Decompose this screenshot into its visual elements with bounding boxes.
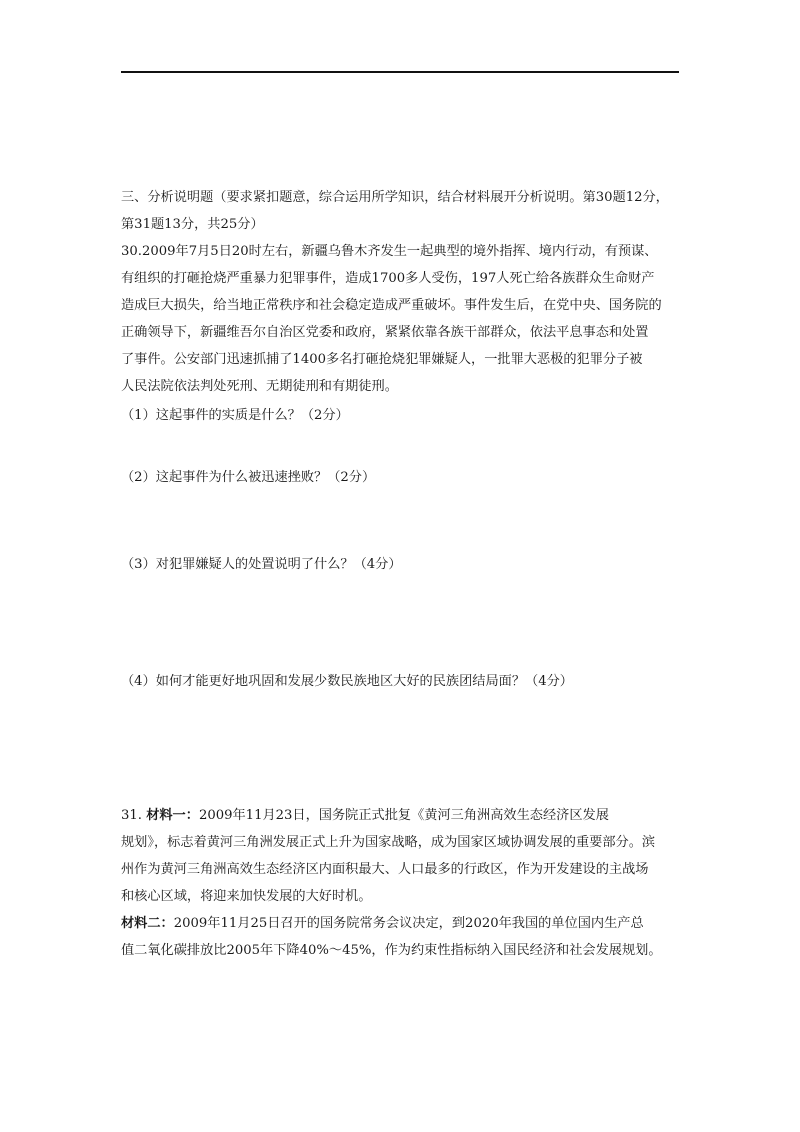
q31-material-1-line-4: 和核心区域，将迎来加快发展的大好时机。: [121, 889, 372, 904]
section-heading-line-1: 三、分析说明题（要求紧扣题意，综合运用所学知识，结合材料展开分析说明。第30题12分，: [121, 190, 669, 205]
q30-line-2: 有组织的打砸抢烧严重暴力犯罪事件，造成1700多人受伤，197人死亡给各族群众生命财产: [121, 271, 655, 286]
q30-line-1: 30.2009年7月5日20时左右，新疆乌鲁木齐发生一起典型的境外指挥、境内行动，有预谋、: [121, 244, 658, 259]
section-heading-line-2: 第31题13分，共25分）: [121, 217, 264, 232]
q30-line-4: 正确领导下，新疆维吾尔自治区党委和政府，紧紧依靠各族干部群众，依法平息事态和处置: [121, 325, 649, 340]
question-30-passage: [121, 238, 681, 400]
q30-sub-question-2: （2）这起事件为什么被迅速挫败？（2分）: [121, 470, 376, 485]
q31-material-1-line-3: 州作为黄河三角洲高效生态经济区内面积最大、人口最多的行政区，作为开发建设的主战场: [121, 862, 649, 877]
q31-material-1-line-1: [121, 802, 681, 829]
q31-material-2-line-2: 值二氧化碳排放比2005年下降40%～45%，作为约束性指标纳入国民经济和社会发展规划。: [121, 943, 662, 958]
q30-sub-question-4: （4）如何才能更好地巩固和发展少数民族地区大好的民族团结局面？（4分）: [121, 674, 573, 689]
material-2-label: 材料二：: [121, 916, 174, 931]
q30-line-5: 了事件。公安部门迅速抓捕了1400多名打砸抢烧犯罪嫌疑人，一批罪大恶极的犯罪分子被: [121, 352, 643, 367]
q30-sub-question-3: （3）对犯罪嫌疑人的处置说明了什么？（4分）: [121, 557, 402, 572]
question-sheet: [121, 184, 681, 964]
q31-material-2-line-1: [121, 910, 681, 937]
q31-material-1-line-2: 规划》，标志着黄河三角洲发展正式上升为国家战略，成为国家区域协调发展的重要部分。滨: [121, 835, 656, 850]
material-1-label: 材料一：: [146, 808, 199, 823]
material-2-text: 2009年11月25日召开的国务院常务会议决定，到2020年我国的单位国内生产总: [173, 916, 644, 931]
q30-line-3: 造成巨大损失，给当地正常秩序和社会稳定造成严重破坏。事件发生后，在党中央、国务院的: [121, 298, 662, 313]
question-31: [121, 802, 681, 964]
q30-line-6: 人民法院依法判处死刑、无期徒刑和有期徒刑。: [121, 379, 398, 394]
header-rule: [121, 71, 679, 73]
section-heading: [121, 184, 681, 238]
material-1-text: 2009年11月23日，国务院正式批复《黄河三角洲高效生态经济区发展: [198, 808, 609, 823]
q31-number: 31.: [121, 808, 142, 823]
q30-sub-question-1: （1）这起事件的实质是什么？（2分）: [121, 408, 349, 423]
